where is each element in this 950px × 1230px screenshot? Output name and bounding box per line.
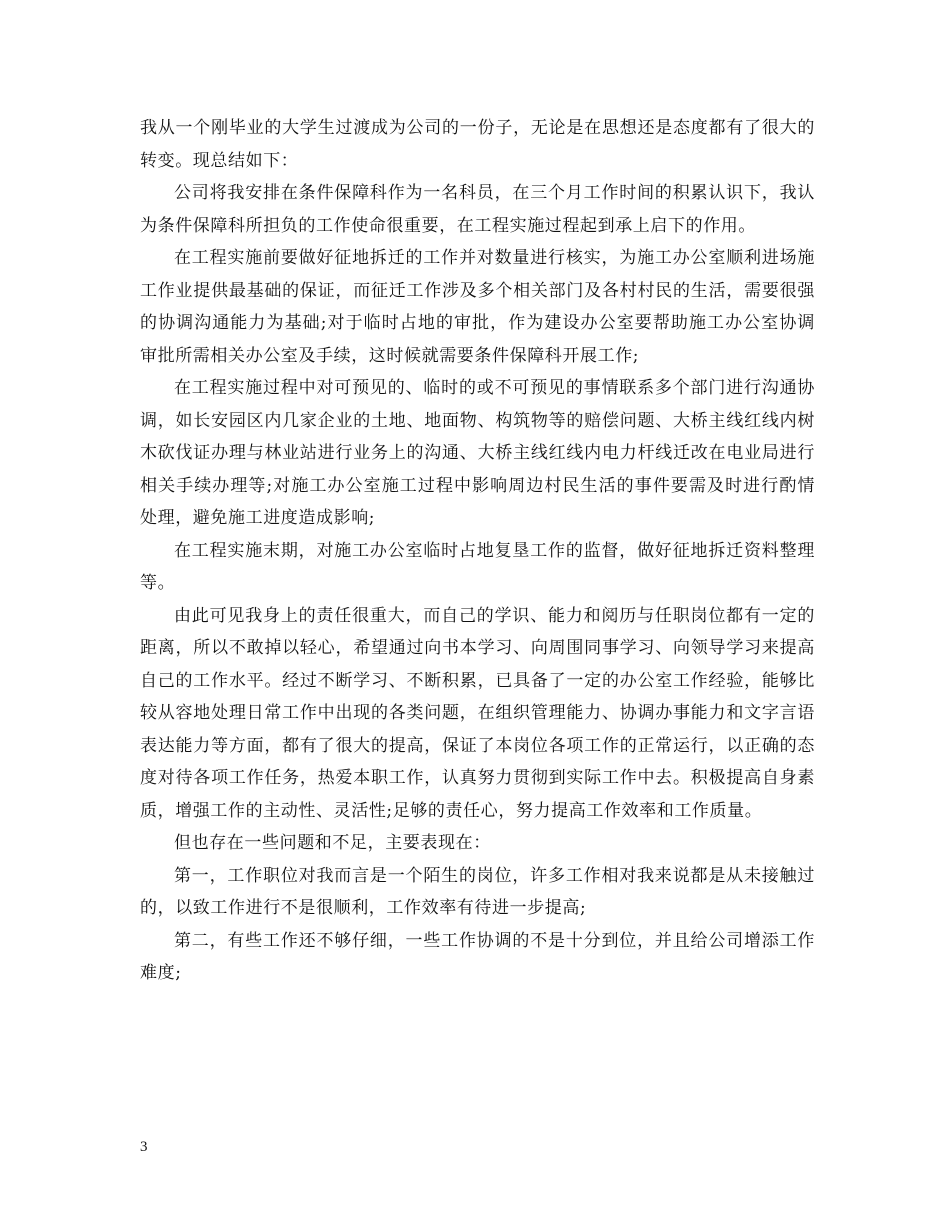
paragraph-during-construction: 在工程实施过程中对可预见的、临时的或不可预见的事情联系多个部门进行沟通协调，如长安园区内几家企业的土地、地面物、构筑物等的赔偿问题、大桥主线红线内树木砍伐证办理与林业站进行业务上的沟通、大桥主线红线内电力杆线迁改在电业局进行相关手续办理等;对施工办公室施工过程中影响周边村民生活的事件要需及时进行酌情处理，避免施工进度造成影响; (140, 378, 815, 528)
paragraph-pre-construction: 在工程实施前要做好征地拆迁的工作并对数量进行核实，为施工办公室顺利进场施工作业提供最基础的保证，而征迁工作涉及多个相关部门及各村村民的生活，需要很强的协调沟通能力为基础;对于临时占地的审批，作为建设办公室要帮助施工办公室协调审批所需相关办公室及手续，这时候就需要条件保障科开展工作; (140, 248, 815, 366)
paragraph-intro: 我从一个刚毕业的大学生过渡成为公司的一份子，无论是在思想还是态度都有了很大的转变。现总结如下： (140, 118, 815, 171)
document-body (140, 112, 815, 990)
paragraph-late-construction: 在工程实施末期，对施工办公室临时占地复垦工作的监督，做好征地拆迁资料整理等。 (140, 540, 815, 593)
paragraph-problems-intro: 但也存在一些问题和不足，主要表现在： (174, 833, 491, 853)
paragraph-problem-second: 第二，有些工作还不够仔细，一些工作协调的不是十分到位，并且给公司增添工作难度; (140, 930, 815, 983)
paragraph-problem-first: 第一，工作职位对我而言是一个陌生的岗位，许多工作相对我来说都是从未接触过的，以致工作进行不是很顺利，工作效率有待进一步提高; (140, 865, 815, 918)
paragraph-responsibility: 由此可见我身上的责任很重大，而自己的学识、能力和阅历与任职岗位都有一定的距离，所以不敢掉以轻心，希望通过向书本学习、向周围同事学习、向领导学习来提高自己的工作水平。经过不断学习、不断积累，已具备了一定的办公室工作经验，能够比较从容地处理日常工作中出现的各类问题，在组织管理能力、协调办事能力和文字言语表达能力等方面，都有了很大的提高，保证了本岗位各项工作的正常运行，以正确的态度对待各项工作任务，热爱本职工作，认真努力贯彻到实际工作中去。积极提高自身素质，增强工作的主动性、灵活性;足够的责任心，努力提高工作效率和工作质量。 (140, 605, 815, 821)
paragraph-role: 公司将我安排在条件保障科作为一名科员，在三个月工作时间的积累认识下，我认为条件保障科所担负的工作使命很重要，在工程实施过程起到承上启下的作用。 (140, 183, 815, 236)
page-number: 3 (140, 1139, 148, 1155)
